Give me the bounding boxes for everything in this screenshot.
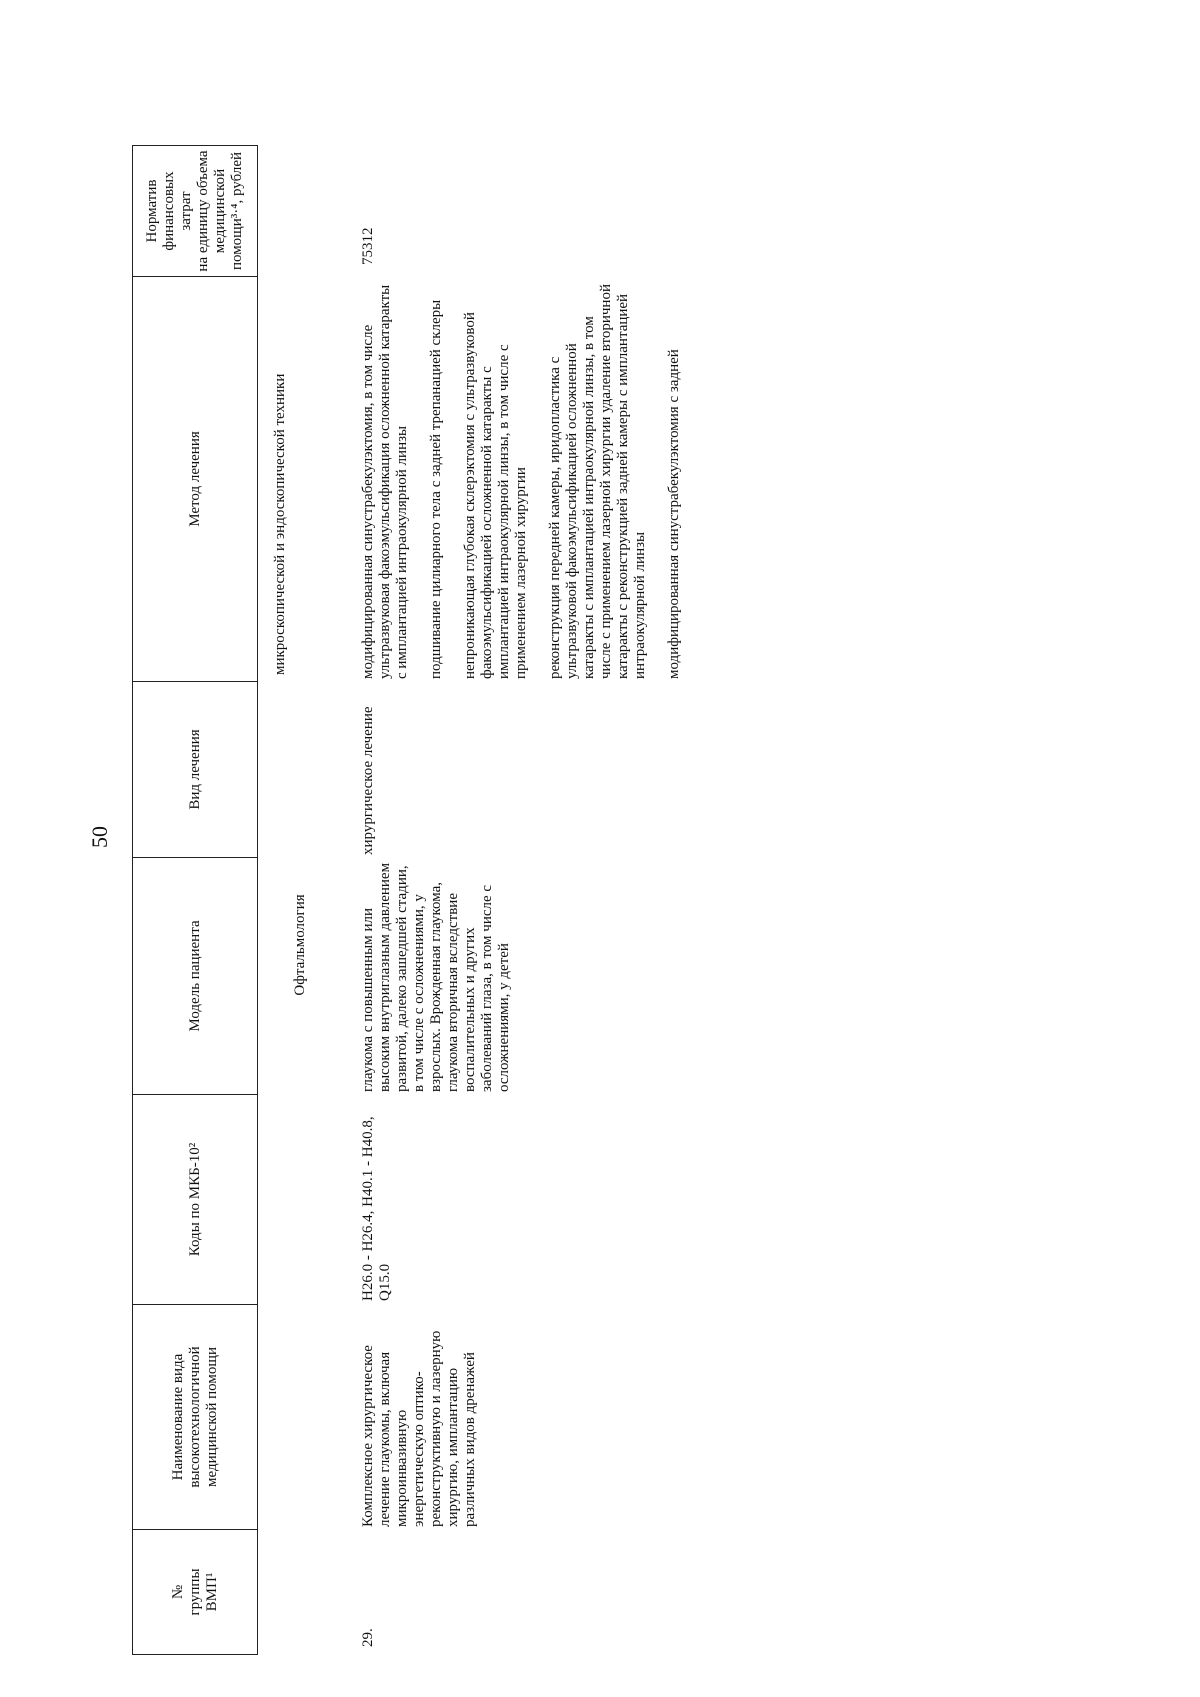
header-text: высокотехнологичной bbox=[186, 1346, 203, 1488]
method-item: модифицированная синустрабекулэктомия с задней bbox=[666, 349, 682, 679]
method-item: подшивание цилиарного тела с задней трепанацией склеры bbox=[428, 299, 444, 679]
header-vmp-name bbox=[132, 1304, 258, 1530]
header-text: № bbox=[169, 1584, 186, 1600]
header-financial-norm bbox=[132, 145, 258, 277]
header-text: группы bbox=[186, 1568, 203, 1616]
row-vmp-name: Комплексное хирургическое лечение глаукомы, включая микроинвазивную энергетическую оптико-реконструктивную и лазерную хирургию, имплантацию различных видов дренажей bbox=[360, 1330, 478, 1527]
header-patient-model bbox=[132, 857, 258, 1095]
header-text: ВМП¹ bbox=[203, 1572, 220, 1612]
header-icd-codes bbox=[132, 1094, 258, 1305]
header-treatment-type bbox=[132, 681, 258, 858]
row-treatment-methods bbox=[360, 279, 700, 679]
header-text: Наименование вида bbox=[169, 1353, 186, 1481]
method-item: непроникающая глубокая склерэктомия с ультразвуковой факоэмульсификацией осложненной катаракты с имплантацией интраокулярной линзы, в том числе с применением лазерной хирургии bbox=[462, 312, 529, 679]
header-text: Коды по МКБ-10² bbox=[186, 1142, 203, 1257]
row-treatment-type: хирургическое лечение bbox=[360, 706, 376, 855]
header-text: финансовых затрат bbox=[161, 171, 194, 251]
header-text: Вид лечения bbox=[186, 729, 203, 810]
row-patient-model: глаукома с повышенным или высоким внутриглазным давлением развитой, далеко зашедшей стадии, в том числе с осложнениями, у взрослых. Врожденная глаукома, глаукома вторичная вследствие воспалительных и других заболеваний глаза, в том числе с осложнениями, у детей bbox=[360, 862, 512, 1092]
header-treatment-method bbox=[132, 276, 258, 682]
header-text: Метод лечения bbox=[186, 431, 203, 527]
header-text: помощи³·⁴, рублей bbox=[229, 151, 245, 271]
header-text: Модель пациента bbox=[186, 920, 203, 1032]
header-text: на единицу объема bbox=[195, 150, 211, 272]
header-group-number bbox=[132, 1529, 258, 1655]
method-item: модифицированная синустрабекулэктомия, в том числе ультразвуковая факоэмульсификация осложненной катаракты с имплантацией интраокулярной линзы bbox=[360, 284, 410, 679]
row-financial-norm: 75312 bbox=[360, 227, 376, 265]
header-text: медицинской помощи bbox=[203, 1347, 220, 1487]
row-icd-codes: H26.0 - H26.4, H40.1 - H40.8, Q15.0 bbox=[360, 1116, 393, 1301]
row-number: 29. bbox=[360, 1628, 376, 1647]
page-number: 50 bbox=[87, 826, 112, 848]
rotated-table bbox=[132, 145, 1200, 1655]
header-text: Норматив bbox=[144, 179, 160, 243]
method-item: реконструкция передней камеры, иридопластика с ультразвуковой факоэмульсификацией осложненной катаракты с имплантацией интраокулярной линзы, в том числе с применением лазерной хирургии удаление вторичной катаракты с реконструкцией задней камеры с имплантацией интраокулярной линзы bbox=[547, 284, 648, 679]
section-title: Офтальмология bbox=[292, 894, 308, 996]
header-text: медицинской bbox=[212, 168, 228, 254]
continuation-method: микроскопической и эндоскопической техники bbox=[272, 373, 288, 675]
